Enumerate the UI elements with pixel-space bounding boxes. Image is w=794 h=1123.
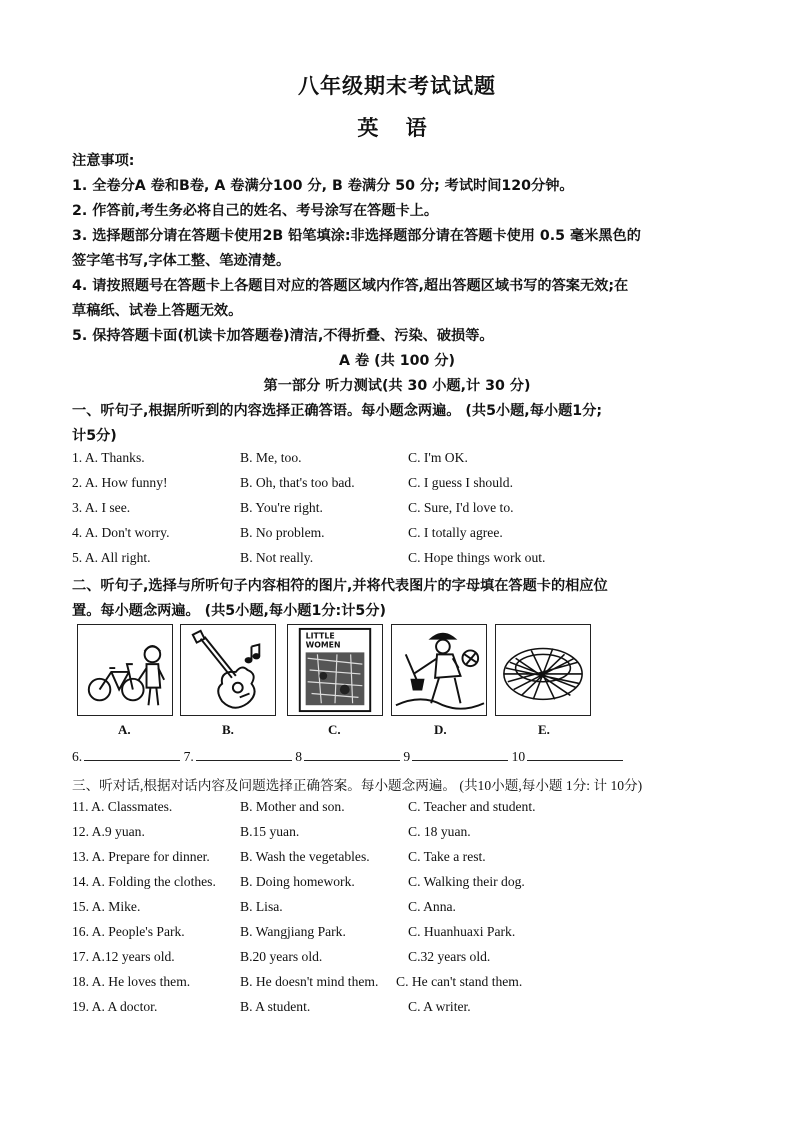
answer-blank[interactable] xyxy=(304,748,400,761)
option-b: B. No problem. xyxy=(240,525,325,540)
option-c: C. I totally agree. xyxy=(408,525,503,540)
option-c: C. 18 yuan. xyxy=(408,824,471,839)
option-a: 17. A.12 years old. xyxy=(72,949,175,964)
digging-farmer-icon xyxy=(392,625,486,715)
option-b: B. Not really. xyxy=(240,550,314,565)
option-c: C. A writer. xyxy=(408,999,471,1014)
answer-blank[interactable] xyxy=(84,748,180,761)
option-a: 18. A. He loves them. xyxy=(72,974,191,989)
option-c: C.32 years old. xyxy=(408,949,491,964)
option-a: 2. A. How funny! xyxy=(72,475,168,490)
note-line: 3. 选择题部分请在答题卡使用2B 铅笔填涂:非选择题部分请在答题卡使用 0.5 毫米黑色的 xyxy=(72,228,641,244)
option-b: B. Oh, that's too bad. xyxy=(240,475,355,490)
book-title-line2: WOMEN xyxy=(305,640,341,650)
picture-label: B. xyxy=(222,722,234,737)
note-line: 5. 保持答题卡面(机读卡加答题卷)清洁,不得折叠、污染、破损等。 xyxy=(72,328,494,344)
option-c: C. Take a rest. xyxy=(408,849,486,864)
picture-label: D. xyxy=(434,722,447,737)
option-c: C. Sure, I'd love to. xyxy=(408,500,514,515)
book-cover-icon xyxy=(288,625,382,715)
picture-b xyxy=(180,624,276,716)
guitar-icon xyxy=(181,625,275,715)
option-a: 5. A. All right. xyxy=(72,550,151,565)
option-a: 4. A. Don't worry. xyxy=(72,525,170,540)
book-title-line1: LITTLE xyxy=(305,631,335,641)
answer-blank[interactable] xyxy=(527,748,623,761)
section2-instruction: 置。每小题念两遍。 (共5小题,每小题1分:计5分) xyxy=(72,603,386,619)
blank-number: 10 xyxy=(511,749,526,764)
option-c: C. Anna. xyxy=(408,899,456,914)
option-b: B. He doesn't mind them. xyxy=(240,974,379,989)
option-a: 16. A. People's Park. xyxy=(72,924,185,939)
option-b: B.20 years old. xyxy=(240,949,323,964)
section3-instruction: 三、听对话,根据对话内容及问题选择正确答案。每小题念两遍。 (共10小题,每小题 1分: 计 10分) xyxy=(72,778,643,793)
picture-c xyxy=(287,624,383,716)
option-b: B. Wash the vegetables. xyxy=(240,849,370,864)
answer-blank[interactable] xyxy=(412,748,508,761)
option-b: B. Wangjiang Park. xyxy=(240,924,346,939)
blank-number: 9 xyxy=(403,749,411,764)
option-c: C. Hope things work out. xyxy=(408,550,546,565)
notes-heading: 注意事项: xyxy=(72,153,135,169)
note-line: 2. 作答前,考生务必将自己的姓名、考号涂写在答题卡上。 xyxy=(72,203,439,219)
section1-instruction: 一、听句子,根据所听到的内容选择正确答语。每小题念两遍。 (共5小题,每小题1分; xyxy=(72,403,602,419)
picture-a xyxy=(77,624,173,716)
option-b: B. You're right. xyxy=(240,500,323,515)
option-c: C. Walking their dog. xyxy=(408,874,525,889)
option-a: 1. A. Thanks. xyxy=(72,450,145,465)
note-line: 1. 全卷分A 卷和B卷, A 卷满分100 分, B 卷满分 50 分; 考试时间120分钟。 xyxy=(72,178,574,194)
note-line: 草稿纸、试卷上答题无效。 xyxy=(72,303,243,319)
option-a: 13. A. Prepare for dinner. xyxy=(72,849,210,864)
bicycle-boy-icon xyxy=(78,625,172,715)
picture-e xyxy=(495,624,591,716)
part1-heading: 第一部分 听力测试(共 30 小题,计 30 分) xyxy=(263,378,531,394)
option-c: C. He can't stand them. xyxy=(396,974,523,989)
blank-number: 8 xyxy=(295,749,303,764)
option-a: 3. A. I see. xyxy=(72,500,131,515)
option-b: B. A student. xyxy=(240,999,311,1014)
answer-blanks xyxy=(72,748,623,765)
blank-number: 6. xyxy=(72,749,83,764)
picture-label: E. xyxy=(538,722,550,737)
option-a: 15. A. Mike. xyxy=(72,899,141,914)
option-a: 14. A. Folding the clothes. xyxy=(72,874,216,889)
option-c: C. Huanhuaxi Park. xyxy=(408,924,516,939)
option-c: C. I'm OK. xyxy=(408,450,468,465)
blank-number: 7. xyxy=(183,749,194,764)
section1-instruction: 计5分) xyxy=(72,428,117,444)
subject-title: 英 语 xyxy=(357,115,437,140)
note-line: 签字笔书写,字体工整、笔迹清楚。 xyxy=(72,253,291,269)
option-c: C. Teacher and student. xyxy=(408,799,536,814)
option-a: 11. A. Classmates. xyxy=(72,799,173,814)
birds-nest-icon xyxy=(496,625,590,715)
section2-instruction: 二、听句子,选择与所听句子内容相符的图片,并将代表图片的字母填在答题卡的相应位 xyxy=(72,578,608,594)
note-line: 4. 请按照题号在答题卡上各题目对应的答题区域内作答,超出答题区域书写的答案无效;在 xyxy=(72,278,629,294)
picture-d xyxy=(391,624,487,716)
option-c: C. I guess I should. xyxy=(408,475,513,490)
exam-title: 八年级期末考试试题 xyxy=(298,73,496,98)
answer-blank[interactable] xyxy=(196,748,292,761)
option-b: B. Doing homework. xyxy=(240,874,355,889)
option-a: 12. A.9 yuan. xyxy=(72,824,145,839)
option-b: B. Lisa. xyxy=(240,899,283,914)
option-b: B. Me, too. xyxy=(240,450,302,465)
option-b: B.15 yuan. xyxy=(240,824,300,839)
paper-a-heading: A 卷 (共 100 分) xyxy=(339,353,455,369)
option-b: B. Mother and son. xyxy=(240,799,345,814)
option-a: 19. A. A doctor. xyxy=(72,999,158,1014)
picture-label: C. xyxy=(328,722,341,737)
picture-label: A. xyxy=(118,722,131,737)
